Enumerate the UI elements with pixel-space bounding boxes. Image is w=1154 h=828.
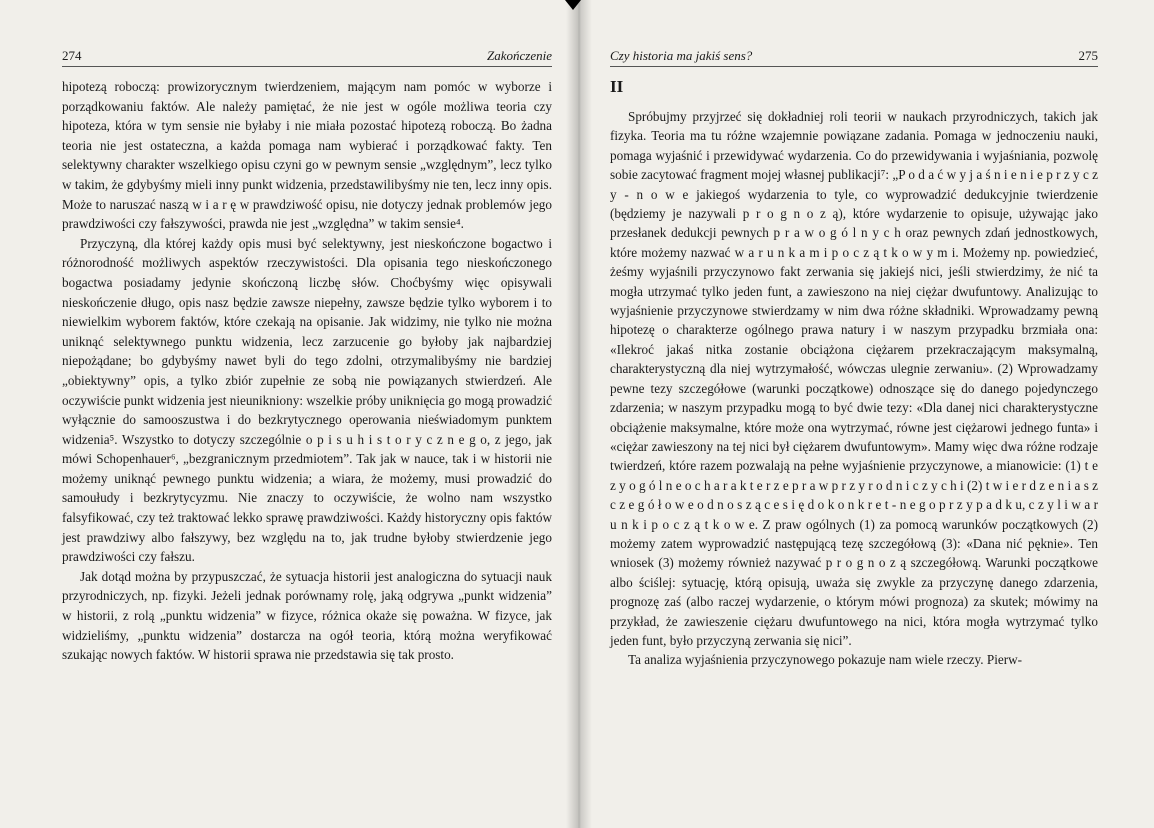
right-page [578,0,1154,828]
top-marker-icon [565,0,581,10]
left-paragraph-3: Jak dotąd można by przypuszczać, że sytuacja historii jest analogiczna do sytuacji nauk przyrodniczych, np. fizyki. Jeżeli jednak porównamy rolę, jaką odgrywa „punkt widzenia” w historii, z rolą „punktu widzenia” w fizyce, różnica okaże się poważna. W fizyce, jak widzieliśmy, „punktu widzenia” dostarcza na ogół teoria, którą można weryfikować szukając nowych faktów. W historii sprawa nie przedstawia się tak prosto. [62,568,552,663]
left-paragraph-1: hipotezą roboczą: prowizorycznym twierdzeniem, mającym nam pomóc w wyborze i porządkowaniu faktów. Ale należy pamiętać, że nie jest w ogóle możliwa teoria czy hipoteza, która w tym sensie nie byłaby i nie miała pozostać hipotezą roboczą. Bo żadna teoria nie jest ostateczna, a każda pomaga nam wybierać i porządkować fakty. Ten selektywny charakter wszelkiego opisu czyni go w pewnym sensie „względnym”, lecz tylko w takim, że gdybyśmy mieli inny punkt widzenia, przedstawilibyśmy nie ten, lecz inny opis. Może to naruszać naszą w i a r ę w prawdziwość opisu, nie dotyczy jednak problemów jego prawdziwości czy fałszywości, prawda nie jest „względna” w takim sensie⁴. [62,79,552,232]
left-page-header [62,48,552,67]
section-title: II [610,77,624,96]
right-page-header [610,48,1098,67]
left-page-number: 274 [62,48,82,63]
right-page-number: 275 [1078,48,1098,63]
right-running-head: Czy historia ma jakiś sens? [610,48,753,63]
left-paragraph-2: Przyczyną, dla której każdy opis musi być selektywny, jest nieskończone bogactwo i różnorodność możliwych aspektów rzeczywistości. Dla opisania tego nieskończonego bogactwa posiadamy jedynie skończoną liczbę słów. Choćbyśmy więc opisywali nieskończenie długo, opis nasz będzie zawsze niepełny, zawsze będzie tylko wyborem i to niewielkim wyborem faktów, które czekają na opisanie. Jak widzimy, nie tylko nie można uniknąć selektywnego punktu widzenia, lecz zarzucenie go byłoby jak najbardziej niepożądane; bo gdybyśmy nawet byli do tego zdolni, otrzymalibyśmy nie bardziej „obiektywny” opis, a tylko zbiór zupełnie ze sobą nie powiązanych stwierdzeń. Ale oczywiście punkt widzenia jest nieunikniony: wszelkie próby uniknięcia go mogą prowadzić wyłącznie do samooszustwa i do bezkrytycznego operowania nieświadomym punktem widzenia⁵. Wszystko to dotyczy szczególnie o p i s u h i s t o r y c z n e g o, z jego, jak mówi Schopenhauer⁶, „bezgranicznym przedmiotem”. Tak jak w nauce, tak i w historii nie możemy uniknąć pewnego punktu widzenia; a wiara, że możemy, musi prowadzić do samoułudy i bezkrytycyzmu. Nie znaczy to oczywiście, że wolno nam wszystko falsyfikować, czy też traktować lekko sprawę prawdziwości. Każdy historyczny opis faktów jest prawdziwy albo fałszywy, bez względu na to, jak trudne byłoby stwierdzenie jego prawdziwości czy fałszu. [62,235,552,565]
left-running-head: Zakończenie [487,48,552,63]
right-paragraph-2: Ta analiza wyjaśnienia przyczynowego pokazuje nam wiele rzeczy. Pierw- [628,652,1023,668]
book-gutter [566,0,592,828]
right-paragraph-1: Spróbujmy przyjrzeć się dokładniej roli teorii w naukach przyrodniczych, takich jak fizyka. Teoria ma tu różne wzajemnie powiązane zadania. Pomaga w jednoczeniu nauki, pomaga wyjaśnić i przewidywać wydarzenia. Co do przewidywania i wyjaśniania, pozwolę sobie zacytować fragment mojej własnej publikacji⁷: „P o d a ć w y j a ś n i e n i e p r z y c z y - n o w e jakiegoś wydarzenia to tyle, co wyprowadzić dedukcyjnie twierdzenie (będziemy je nazywali p r o g n o z ą), które wydarzenie to opisuje, używając jako przesłanek dedukcji pewnych p r a w o g ó l n y c h oraz pewnych zdań jednostkowych, które możemy nazwać w a r u n k a m i p o c z ą t k o w y m i. Możemy np. powiedzieć, żeśmy wyjaśnili przyczynowo fakt zerwania się jakiejś nici, jeśli stwierdzimy, że nić ta mogła utrzymać tylko jeden funt, a zawieszono na niej ciężar dwufuntowy. Analizując to wyjaśnienie przyczynowe stwierdzamy w nim dwa różne składniki. Wprowadzamy pewną hipotezę o charakterze ogólnego prawa natury i w naszym przypadku brzmiała ona: «Ilekroć jakaś nitka zostanie obciążona ciężarem przekraczającym maksymalną, charakterystyczną dla niej wytrzymałość, wówczas ulegnie zerwaniu». (2) Wprowadzamy pewne tezy szczegółowe (warunki początkowe) odnoszące się do danego pojedynczego zdarzenia; w naszym przypadku mogą to być dwie tezy: «Dla danej nici charakterystyczne obciążenie maksymalne, które może ona wytrzymać, równe jest ciężarowi jednego funta» i «ciężar zawieszony na tej nici był ciężarem dwufuntowym». Mamy więc dwa różne rodzaje twierdzeń, które razem pozwalają na pełne wyjaśnienie przyczynowe, a mianowicie: (1) t e z y o g ó l n e o c h a r a k t e r z e p r a w p r z y r o d n i c z y c h i (2) t w i e r d z e n i a s z c z e g ó ł o w e o d n o s z ą c e s i ę d o k o n k r e t - n e g o p r z y p a d k u, c z y l i w a r u n k i p o c z ą t k o w e. Z praw ogólnych (1) za pomocą warunków początkowych (2) możemy zatem wyprowadzić następującą tezę szczegółową (3): «Dana nić pęknie». Ten wniosek (3) możemy również nazywać p r o g n o z ą szczegółową. Warunki początkowe albo ściślej: sytuację, którą opisują, uważa się zwykle za przyczynę danego zdarzenia, prognozę zaś (albo raczej wydarzenie, o którym mówi prognoza) za skutek; mówimy na przykład, że zawieszenie ciężaru dwufuntowego na nici, która mogła wytrzymać tylko jeden funt, było przyczyną zerwania się nici”. [610,109,1098,648]
